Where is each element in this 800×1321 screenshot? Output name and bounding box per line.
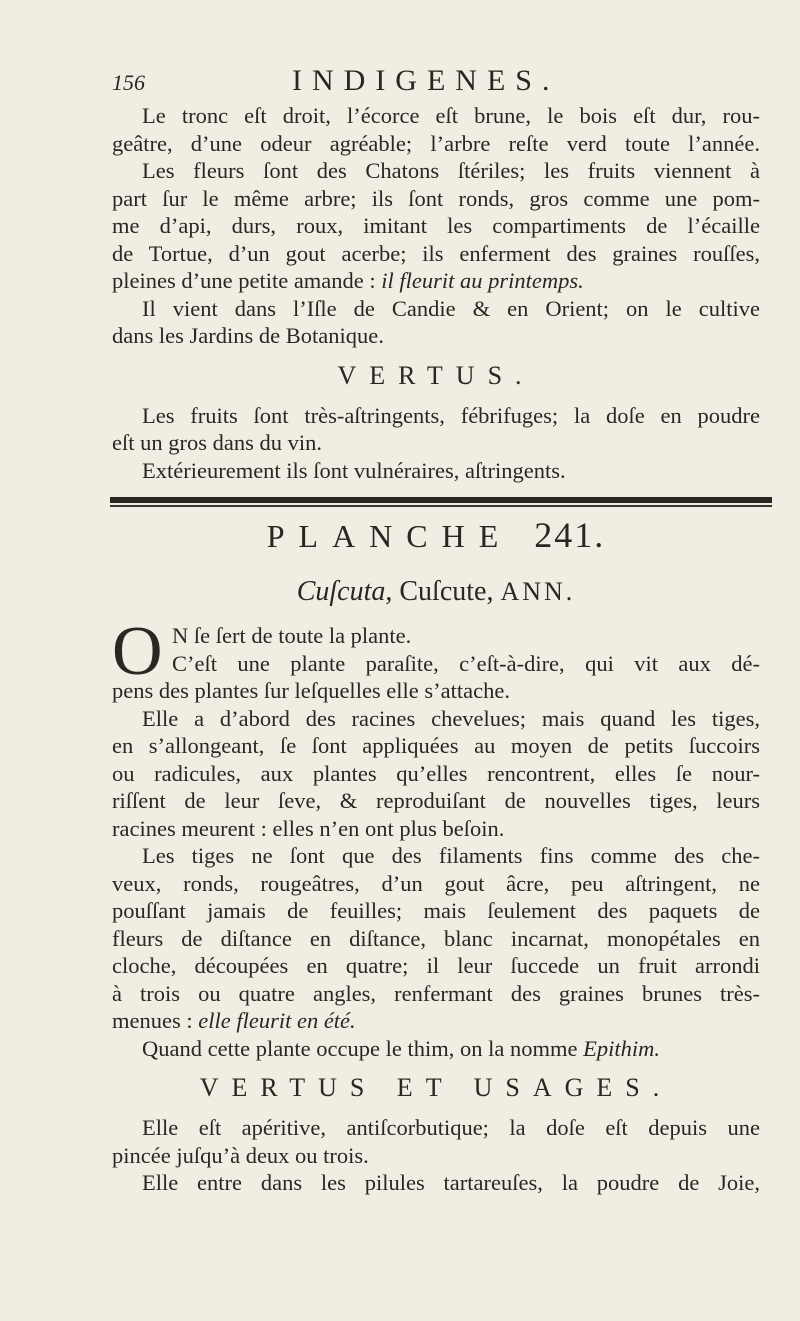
rule-thin — [110, 505, 772, 507]
plate-heading — [112, 516, 760, 578]
rule-thick — [110, 497, 772, 503]
section-heading-usages — [112, 1062, 760, 1114]
text-line — [112, 1035, 760, 1063]
text-line — [112, 1007, 760, 1035]
text-line: Extérieurement ils ſont vulnéraires, aſtringents. — [142, 457, 566, 483]
ornamental-rule — [112, 484, 760, 516]
french-name: Cuſcute, — [399, 576, 494, 607]
text-line: Le tronc eſt droit, l’écorce eſt brune, le bois eſt dur, rou- — [142, 103, 760, 128]
text-line: ou radicules, aux plantes qu’elles rencontrent, elles ſe nour- — [112, 760, 760, 786]
text-line: à trois ou quatre angles, renfermant des graines brunes très- — [112, 980, 760, 1006]
text-span: menues : — [112, 1008, 199, 1033]
text-line: me d’api, durs, roux, imitant les compartiments de l’écaille — [112, 213, 760, 238]
text-line: en s’allongeant, ſe ſont appliquées au moyen de petits ſuccoirs — [112, 733, 760, 758]
page-header — [112, 60, 752, 100]
page-number: 156 — [112, 70, 145, 95]
text-line: Elle entre dans les pilules tartareuſes, la poudre de Joie, — [142, 1170, 760, 1195]
text-span: pleines d’une petite amande : — [112, 268, 382, 293]
text-line: eſt un gros dans du vin. — [112, 430, 322, 455]
text-line: racines meurent : elles n’en ont plus beſoin. — [112, 815, 505, 841]
text-line: N ſe ſert de toute la plante. — [172, 623, 412, 648]
heading-text: VERTUS. — [337, 360, 535, 390]
text-line: Il vient dans l’Iſle de Candie & en Orient; on le cultive — [142, 295, 760, 321]
section-heading-vertus — [112, 350, 760, 402]
text-line: riſſent de leur ſeve, & reproduiſant de nouvelles tiges, leurs — [112, 788, 760, 813]
text-line: veux, ronds, rougeâtres, d’un gout âcre, peu aſtringent, ne — [112, 870, 760, 896]
text-line: Elle eſt apéritive, antiſcorbutique; la doſe eſt depuis une — [142, 1115, 760, 1140]
text-line: part ſur le même arbre; ils ſont ronds, gros comme une pom- — [112, 185, 760, 211]
text-line: cloche, découpées en quatre; il leur ſuccede un fruit arrondi — [112, 953, 760, 978]
text-line — [112, 267, 760, 295]
annual-abbr: ANN. — [500, 577, 576, 606]
text-line: Les tiges ne ſont que des filaments fins comme des che- — [142, 843, 760, 868]
text-line: C’eſt une plante paraſite, c’eſt-à-dire, qui vit aux dé- — [172, 650, 760, 676]
running-head: INDIGENES. — [292, 64, 560, 97]
text-span: Quand cette plante occupe le thim, on la nomme — [142, 1035, 584, 1061]
text-line: geâtre, d’une odeur agréable; l’arbre reſte verd toute l’année. — [112, 130, 760, 156]
latin-name: Cuſcuta, — [296, 576, 393, 607]
text-line: pens des plantes ſur leſquelles elle s’attache. — [112, 678, 510, 703]
text-line: Elle a d’abord des racines chevelues; mais quand les tiges, — [142, 705, 760, 731]
text-line: Les fruits ſont très-aſtringents, fébrifuges; la doſe en poudre — [142, 402, 760, 428]
plate-number: 241. — [534, 515, 606, 555]
drop-cap: O — [112, 613, 163, 690]
flowering-note: il fleurit au printemps. — [381, 268, 584, 293]
plant-title — [112, 578, 760, 622]
cuscuta-opening — [112, 613, 760, 690]
text-line: pincée juſqu’à deux ou trois. — [112, 1142, 369, 1168]
text-line: pouſſant jamais de feuilles; mais ſeulement des paquets de — [112, 898, 760, 923]
heading-text: VERTUS ET USAGES. — [199, 1073, 673, 1102]
flowering-note: elle fleurit en été. — [198, 1008, 356, 1033]
plate-label: PLANCHE — [266, 518, 513, 554]
text-line: de Tortue, d’un gout acerbe; ils enferment des graines rouſſes, — [112, 240, 760, 266]
text-line: fleurs de diſtance en diſtance, blanc incarnat, monopétales en — [112, 925, 760, 951]
page-text — [112, 102, 760, 1197]
text-line: Les fleurs ſont des Chatons ſtériles; les fruits viennent à — [142, 158, 760, 183]
epithim-name: Epithim. — [583, 1035, 660, 1061]
text-line: dans les Jardins de Botanique. — [112, 323, 384, 348]
